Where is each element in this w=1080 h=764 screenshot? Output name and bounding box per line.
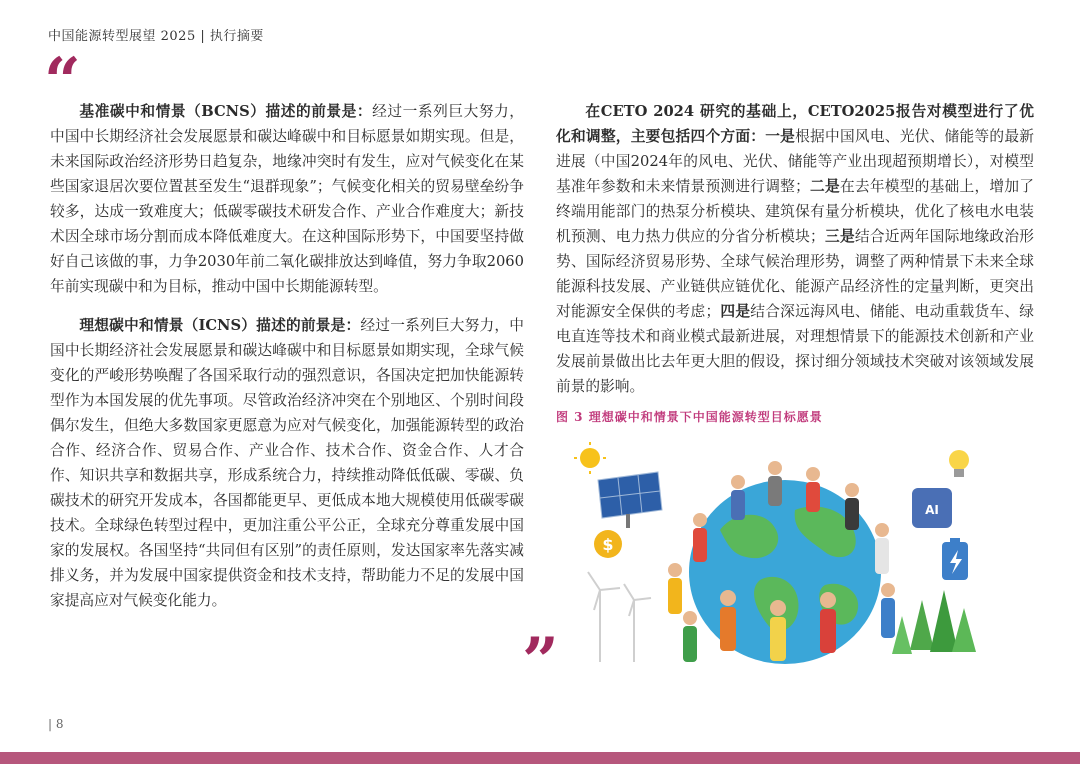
point-four-text: 结合深远海风电、储能、电动重载货车、绿电直连等技术和商业模式最新进展，对理想情景下的能源技术创新和产业发展前景做出比去年更大胆的假设，探讨细分领域技术突破对该领域发展前景的影响。 — [556, 303, 1034, 395]
sun-icon — [574, 442, 606, 474]
svg-text:$: $ — [602, 535, 614, 554]
page-number: | 8 — [48, 717, 64, 731]
solar-panel-icon — [598, 472, 662, 528]
wind-turbine-icon — [588, 572, 651, 662]
icns-lead: 理想碳中和情景（ICNS）描述的前景是： — [79, 317, 361, 334]
model-update-lead: 在CETO 2024 研究的基础上，CETO2025报告对模型进行了优化和调整，主要包括四个方面： — [556, 103, 1034, 145]
bcns-lead: 基准碳中和情景（BCNS）描述的前景是： — [79, 103, 373, 120]
right-column — [556, 99, 1034, 413]
point-one-keyword: 一是 — [765, 128, 796, 145]
point-one-text: 根据中国风电、光伏、储能等的最新进展（中国2024年的风电、光伏、储能等产业出现超预期增长），对模型基准年参数和未来情景预测进行调整； — [556, 128, 1034, 195]
bcns-body: 经过一系列巨大努力，中国中长期经济社会发展愿景和碳达峰碳中和目标愿景如期实现。但是，未来国际政治经济形势日趋复杂，地缘冲突时有发生，应对气候变化在某些国家退居次要位置甚至发生“退群现象”；气候变化相关的贸易壁垒纷争较多，达成一致难度大；低碳零碳技术研发合作、产业合作难度大；新技术因全球市场分割而成本降低难度大。在这种国际形势下，中国要坚持做好自己该做的事，力争2030年前二氧化碳排放达到峰值，努力争取2060年前实现碳中和为目标，推动中国中长期能源转型。 — [50, 103, 524, 295]
icns-paragraph — [50, 313, 524, 613]
battery-icon — [942, 538, 968, 580]
icns-body: 经过一系列巨大努力，中国中长期经济社会发展愿景和碳达峰碳中和目标愿景如期实现，全球气候变化的严峻形势唤醒了各国采取行动的强烈意识，各国决定把加快能源转型作为本国发展的优先事项。尽管政治经济冲突在个别地区、个别时间段偶尔发生，但绝大多数国家更愿意为应对气候变化，加强能源转型的政治合作、经济合作、贸易合作、产业合作、技术合作、资金合作、人才合作、知识共享和数据共享，形成系统合力，持续推动降低低碳、零碳、负碳技术的研究开发成本，各国都能更早、更低成本地大规模使用低碳零碳技术。全球绿色转型过程中，更加注重公平公正，全球充分尊重发展中国家的发展权。各国坚持“共同但有区别”的责任原则，发达国家率先落实减排义务，并为发展中国家提供资金和技术支持，帮助能力不足的发展中国家提高应对气候变化能力。 — [50, 317, 524, 609]
light-bulb-icon — [949, 450, 969, 477]
footer-bar — [0, 752, 1080, 764]
bcns-paragraph — [50, 99, 524, 299]
svg-text:AI: AI — [925, 503, 939, 517]
dollar-coin-icon — [594, 530, 622, 558]
energy-transition-illustration — [570, 440, 1000, 670]
ai-chip-icon — [912, 488, 952, 528]
figure-caption: 图 3 理想碳中和情景下中国能源转型目标愿景 — [556, 410, 823, 424]
point-three-text: 结合近两年国际地缘政治形势、国际经济贸易形势、全球气候治理形势，调整了两种情景下未来全球能源科技发展、产业链供应链优化、能源产品经济性的定量判断，更突出对能源安全保供的考虑； — [556, 228, 1034, 320]
point-two-text: 在去年模型的基础上，增加了终端用能部门的热泵分析模块、建筑保有量分析模块，优化了核电水电装机预测、电力热力供应的分省分析模块； — [556, 178, 1034, 245]
close-quote-mark: ” — [522, 624, 559, 699]
point-four-keyword: 四是 — [720, 303, 751, 320]
point-two-keyword: 二是 — [809, 178, 840, 195]
open-quote-mark: “ — [44, 44, 81, 119]
point-three-keyword: 三是 — [824, 228, 855, 245]
left-column — [50, 99, 524, 627]
forest-icon — [892, 590, 976, 654]
running-header: 中国能源转型展望 2025 | 执行摘要 — [48, 29, 264, 44]
model-update-paragraph — [556, 99, 1034, 399]
